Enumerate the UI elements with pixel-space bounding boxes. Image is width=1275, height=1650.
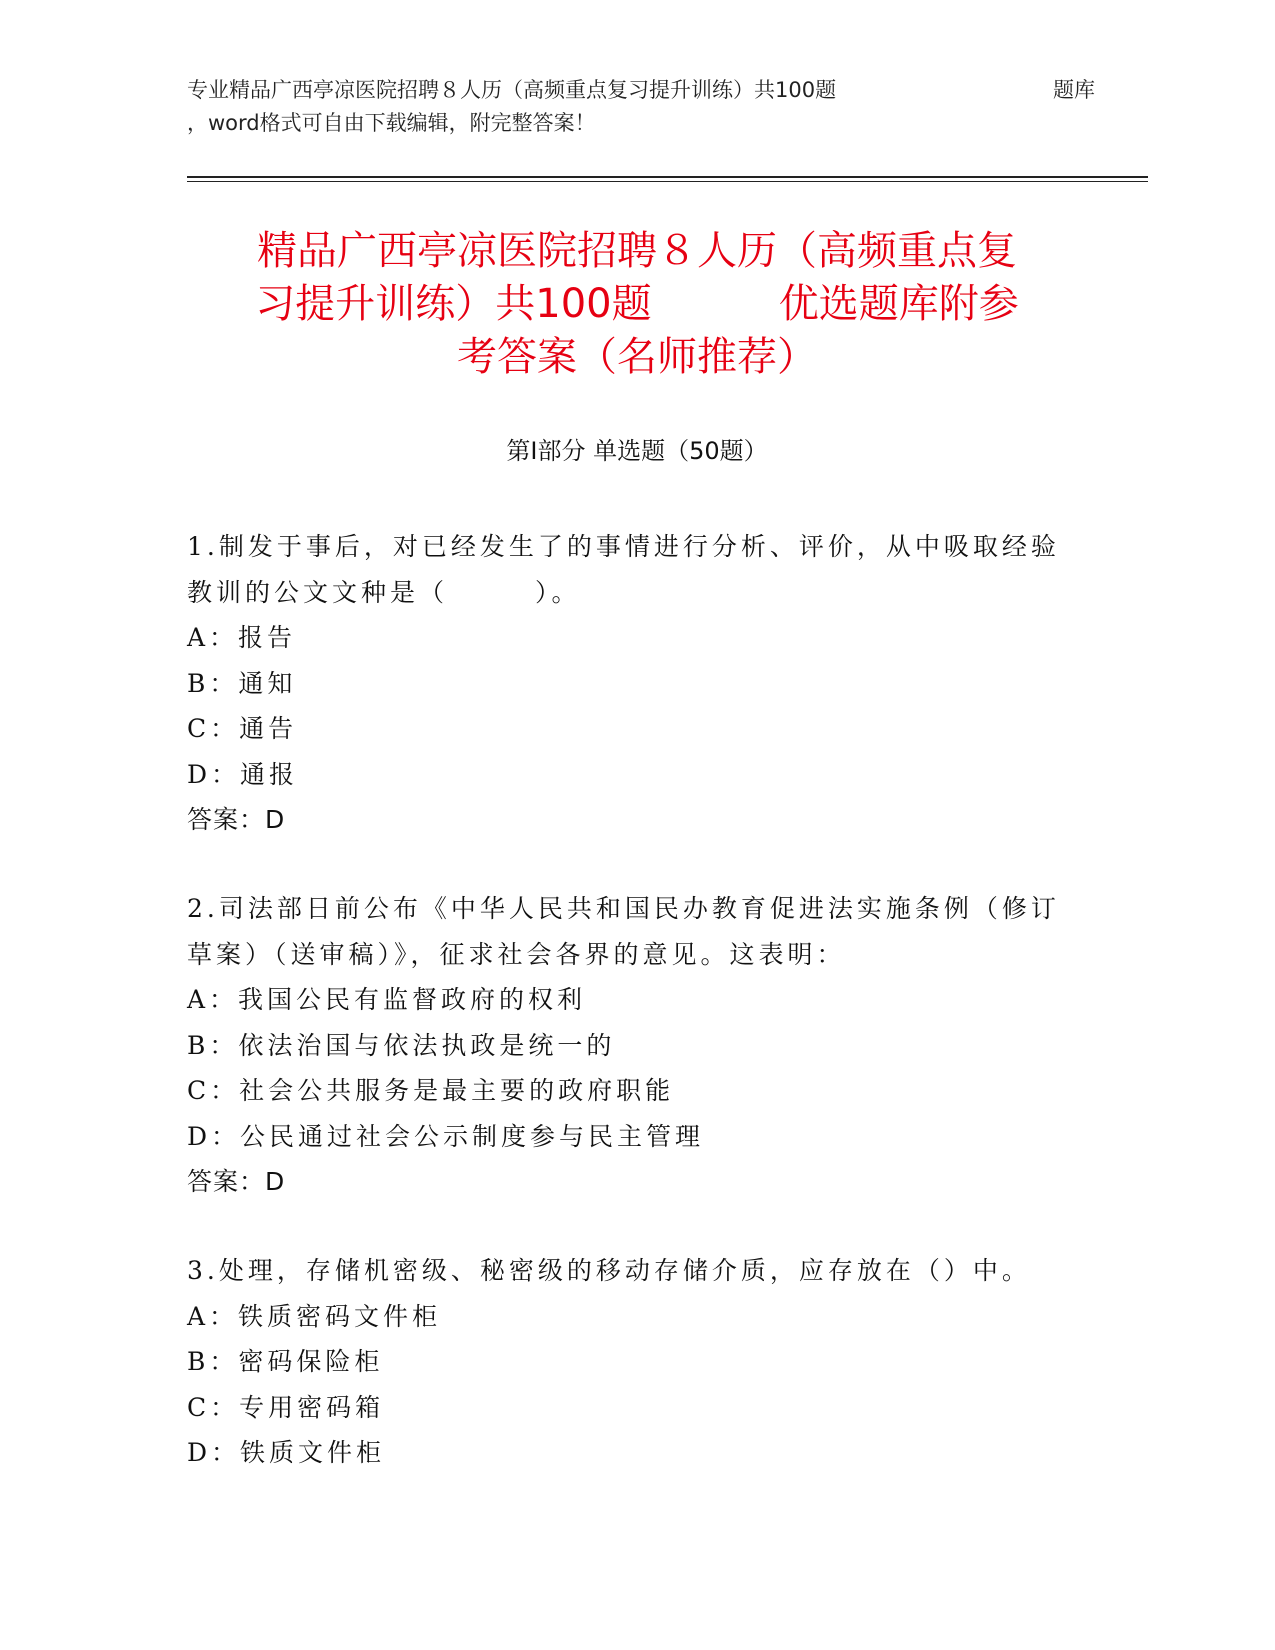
question-list [187, 524, 1087, 1520]
header-divider-thick [187, 176, 1148, 178]
header-line-1 [187, 74, 1147, 107]
option-d: D：铁质文件柜 [187, 1438, 386, 1467]
option-a: A：报告 [187, 623, 297, 652]
question-2 [187, 886, 1087, 1204]
page-header [187, 74, 1147, 140]
question-1 [187, 524, 1087, 842]
option-d: D：公民通过社会公示制度参与民主管理 [187, 1121, 705, 1151]
title-line-3: 考答案（名师推荐） [457, 334, 817, 380]
header-right-text: 题库 [1053, 78, 1095, 102]
answer: 答案：D [187, 1167, 286, 1196]
option-d: D：通报 [187, 759, 299, 789]
option-b: B：依法治国与依法执政是统一的 [187, 1030, 616, 1060]
header-text: 专业精品广西亭凉医院招聘８人历（高频重点复习提升训练）共100题 [187, 78, 837, 102]
question-3 [187, 1248, 1087, 1476]
question-stem-line: 3.处理，存储机密级、秘密级的移动存储介质，应存放在（）中。 [187, 1256, 1031, 1285]
answer: 答案：D [187, 805, 286, 834]
title-line-2: 习提升训练）共100题 优选题库附参 [255, 281, 1019, 327]
header-line-2: ，word格式可自由下载编辑，附完整答案！ [187, 111, 596, 135]
option-b: B：密码保险柜 [187, 1347, 384, 1376]
question-stem-line: 1.制发于事后，对已经发生了的事情进行分析、评价，从中吸取经验 [187, 532, 1060, 561]
document-title [187, 225, 1087, 384]
option-b: B：通知 [187, 668, 297, 698]
question-stem-line: 草案）（送审稿）》，征求社会各界的意见。这表明： [187, 939, 846, 969]
option-c: C：通告 [187, 714, 298, 743]
section-heading: 第Ⅰ部分 单选题（50题） [506, 437, 768, 465]
option-a: A：我国公民有监督政府的权利 [187, 985, 587, 1014]
header-divider-thin [187, 181, 1148, 182]
option-c: C：社会公共服务是最主要的政府职能 [187, 1076, 675, 1105]
option-a: A：铁质密码文件柜 [187, 1301, 442, 1331]
option-c: C：专用密码箱 [187, 1392, 385, 1422]
question-stem-line: 2.司法部日前公布《中华人民共和国民办教育促进法实施条例（修订 [187, 894, 1060, 923]
title-line-1: 精品广西亭凉医院招聘８人历（高频重点复 [257, 228, 1017, 274]
question-stem-line: 教训的公文文种是（ ）。 [187, 577, 581, 607]
